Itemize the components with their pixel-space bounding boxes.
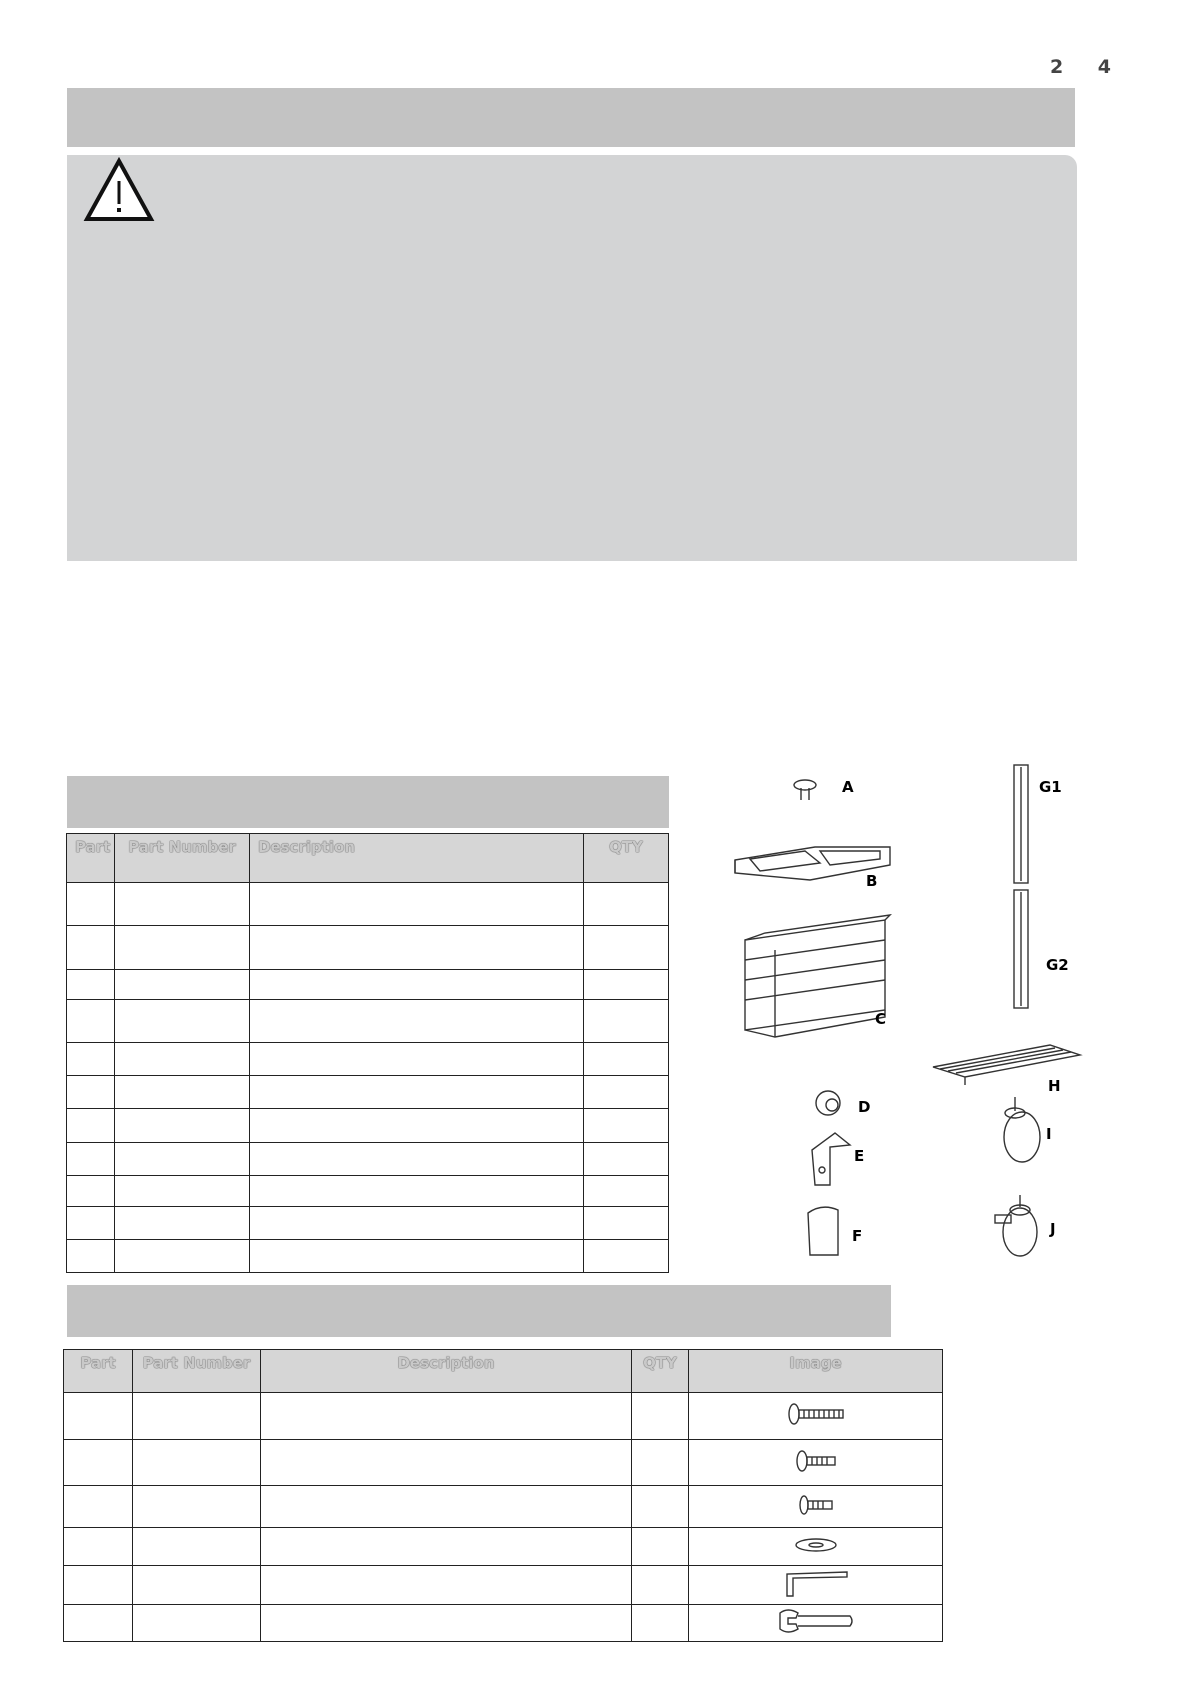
hardware-list-title-bar <box>67 1285 891 1337</box>
wrench-icon <box>776 1607 856 1635</box>
table-row <box>67 1000 669 1043</box>
parts-list-title-bar <box>67 776 669 828</box>
hardware-table <box>63 1349 943 1642</box>
part-c-storage-box-icon <box>745 915 890 1037</box>
table-row <box>67 926 669 970</box>
label-h: H <box>1048 1077 1061 1095</box>
col-header-description: Description <box>250 834 584 883</box>
table-row <box>67 1207 669 1240</box>
long-screw-icon <box>786 1402 846 1426</box>
part-g1-post-icon <box>1014 765 1028 883</box>
washer-icon <box>794 1537 838 1553</box>
col-header-part: Part <box>67 834 115 883</box>
part-i-caster-icon <box>1004 1097 1040 1162</box>
col-header-image: Image <box>689 1350 943 1393</box>
table-row <box>64 1440 943 1486</box>
table-row <box>67 1143 669 1176</box>
part-j-locking-caster-icon <box>995 1195 1037 1256</box>
col-header-qty: QTY <box>584 834 669 883</box>
part-f-bracket-icon <box>808 1207 838 1255</box>
medium-screw-icon <box>794 1449 838 1473</box>
col-header-description: Description <box>261 1350 632 1393</box>
label-f: F <box>852 1227 863 1245</box>
table-row <box>67 1043 669 1076</box>
table-row <box>67 1176 669 1207</box>
col-header-part-number: Part Number <box>133 1350 261 1393</box>
label-a: A <box>842 778 854 796</box>
part-d-lock-icon <box>816 1091 840 1115</box>
table-row <box>67 883 669 926</box>
parts-diagram <box>720 755 1090 1275</box>
label-g1: G1 <box>1039 778 1062 796</box>
col-header-part: Part <box>64 1350 133 1393</box>
label-i: I <box>1046 1125 1052 1143</box>
table-row <box>67 1076 669 1109</box>
section-title-bar <box>67 88 1075 147</box>
table-row <box>64 1566 943 1605</box>
part-a-knob-icon <box>794 780 816 800</box>
label-g2: G2 <box>1046 956 1069 974</box>
page-number: 2 4 <box>1049 56 1125 78</box>
label-c: C <box>875 1010 887 1028</box>
label-e: E <box>854 1147 865 1165</box>
part-g2-post-icon <box>1014 890 1028 1008</box>
table-row <box>64 1528 943 1566</box>
allen-key-icon <box>781 1568 851 1598</box>
table-row <box>67 1240 669 1273</box>
table-row <box>67 1109 669 1143</box>
parts-table <box>66 833 669 1273</box>
table-row <box>64 1605 943 1642</box>
table-row <box>64 1486 943 1528</box>
label-j: J <box>1050 1220 1056 1238</box>
part-e-hinge-icon <box>812 1133 850 1185</box>
label-d: D <box>858 1098 871 1116</box>
col-header-qty: QTY <box>632 1350 689 1393</box>
table-row <box>64 1393 943 1440</box>
label-b: B <box>866 872 878 890</box>
table-row <box>67 970 669 1000</box>
warning-triangle-icon <box>83 157 155 223</box>
warning-box <box>67 155 1077 561</box>
short-screw-icon <box>797 1494 835 1516</box>
col-header-part-number: Part Number <box>115 834 250 883</box>
